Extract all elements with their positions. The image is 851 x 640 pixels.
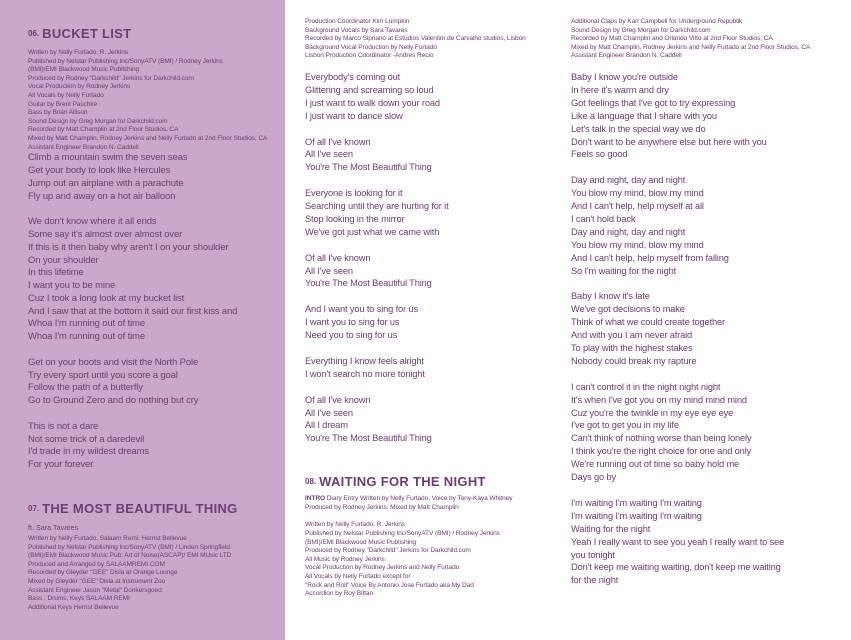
column-middle — [305, 0, 550, 599]
song-07-lyrics: Everybody's coming out Glittering and screaming so loud I just want to walk down your road I just want to dance slow Of all I've known All I've seen You're The Most Beautiful Thing Everyone is looking for it Searching until they are hurting for it Stop looking in the mirror We've got just what we came with Of all I've known All I've seen You're The Most Beautiful Thing And I want you to sing for us I want you to sing for us Need you to sing for us Everything I know feels alright I won't search no more tonight Of all I've known All I've seen All I dream You're The Most Beautiful Thing — [305, 71, 449, 444]
song-07-credits-continued: Production Coordinator Kim Lumpkin Background Vocals by Sara Tavares Recorded by Marco Sipriano at Estúdios Valentim de Carvalho studios, Lisbon Background Vocal Production by Nelly Furtado Lisbon Production Coordinator -Andres Recio — [305, 18, 526, 60]
song-07-featuring: ft. Sara Tavares — [28, 523, 79, 533]
song-title: THE MOST BEAUTIFUL THING — [42, 501, 238, 517]
song-08-intro-credits — [305, 495, 550, 512]
song-number: 06. — [28, 29, 40, 38]
song-06-lyrics: Climb a mountain swim the seven seas Get your body to look like Hercules Jump out an airplane with a parachute Fly up and away on a hot air balloon We don't know where it all ends Some say it's almost over almost over If this is it then baby why aren't I on your shoulder On your shoulder In this lifetime I want you to be mine Cuz I took a long look at my bucket list And I saw that at the bottom it said our first kiss and Whoa I'm running out of time Whoa I'm running out of time Get on your boots and visit the North Pole Try every sport until you score a goal Follow the path of a butterfly Go to Ground Zero and do nothing but cry This is not a dare Not some trick of a daredevil I'd trade in my wildest dreams For your forever — [28, 152, 238, 471]
column-left — [28, 0, 278, 612]
song-08-lyrics: Baby I know you're outside In here it's warm and dry Got feelings that I've got to try expressing Like a language that I share with you Let's talk in the special way we do Don't want to be anywhere else but here with you Feels so good Day and night, day and night You blow my mind, blow my mind And I can't help, help myself at all I can't hold back Day and night, day and night You blow my mind, blow my mind And I can't help, help myself from falling So I'm waiting for the night Baby I know it's late We've got decisions to make Think of what we could create together And with you I am never afraid To play with the highest stakes Nobody could break my rapture I can't control it in the night night night It's when I've got you on my mind mind mind Cuz you're the twinkle in my eye eye eye I've got to get you in my life Can't think of nothing worse than being lonely I think you're the right choice for one and only We're running out of time so baby hold me Days go by I'm waiting I'm waiting I'm waiting I'm waiting I'm waiting I'm waiting Waiting for the night Yeah I really want to see you yeah I really want to see you tonight Don't keep me waiting waiting, don't keep me waiting for the night — [571, 71, 785, 586]
song-08-credits-continued: Additional Claps by Karl Campbell for Underground Republik Sound Design by Greg Morgan for Darkchild.com Recorded by Matt Champlin and Orlando Vitto at 2nd Floor Studios, CA Mixed by Matt Champlin, Rodney Jerkins and Nelly Furtado at 2nd Floor Studios, CA Assistant Engineer Brandon N. Caddell — [571, 18, 811, 60]
song-07-credits: Written by Nelly Furtado, Salaam Remi, Hernst Bellevue Published by Nelstar Publishing Inc/SonyATV (BMI) / Linden Springfield (BMI)/EMI Blackwood Music Pub; Art of Noise(ASCAP)/ EMI MUsic LTD Produced and Arranged by SALAAMREMI.COM Recorded by Gleyder "GEE" Disla at Orange Lounge Mixed by Gleyder "GEE" Disla at Instrument Zoo Assistant Engineer Jason "Metal" Donkersgoed Bass , Drums, Keys SALAAM REMI Additional Keys Hernst Bellevue — [28, 535, 232, 611]
song-08-credits: Written by Nelly Furtado, R. Jerkins Published by Nelstar Publishing Inc/SonyATV (BMI) / Rodney Jerkins (BMI)/EMI Blackwood Music Publishing Produced by Rodney "Darkchild" Jerkins for Darkchild.com All Music by Rodney Jerkins Vocal Production by Rodney Jerkins and Nelly Furtado All Vocals by Nelly Furtado except for "Rock and Roll" Voice By Antonio Jose Furtado aka My Dad Accordion by Roy Bittan — [305, 521, 500, 598]
song-number: 08. — [305, 477, 317, 487]
song-title: WAITING FOR THE NIGHT — [319, 474, 486, 490]
intro-text: Diary Entry Written by Nelly Furtado, Voice by Tony-Kaya Whitney Produced by Rodney Jerkins, Mixed by Matt Champlin — [305, 495, 513, 511]
song-06-heading — [28, 17, 278, 45]
song-08-heading — [305, 465, 550, 493]
song-06-credits: Written by Nelly Furtado, R. Jerkins Published by Nelstar Publishing Inc/SonyATV (BMI) / Rodney Jerkins (BMI)/EMI Blackwood Music Publishing Produced by Rodney "Darkchild" Jerkins for Darkchild.com Vocal Production by Rodney Jerkins All Vocals by Nelly Furtado Guitar by Brent Paschke Bass by Brian Allison Sound Design by Greg Morgan for Darkchild.com Recorded by Matt Champlin at 2nd Floor Studios, CA Mixed by Matt Champlin, Rodney Jerkins and Nelly Furtado at 2nd Floor Studios, CA Assistant Engineer Brandon N. Caddell — [28, 49, 268, 151]
song-07-heading — [28, 492, 278, 520]
song-number: 07. — [28, 504, 40, 514]
column-right — [571, 0, 841, 587]
intro-label: INTRO — [305, 495, 326, 503]
song-title: BUCKET LIST — [42, 26, 132, 41]
